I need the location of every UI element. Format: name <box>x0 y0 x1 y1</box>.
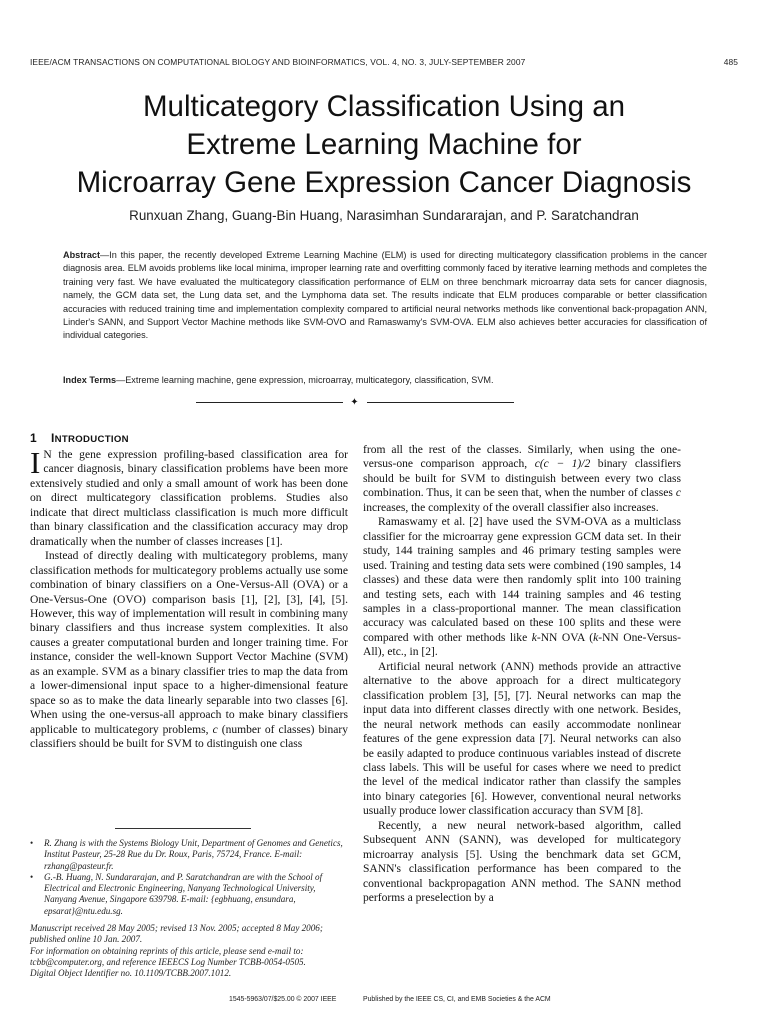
math-variable: c <box>212 723 218 736</box>
divider-line-right <box>367 402 514 403</box>
manuscript-info <box>30 923 350 979</box>
paragraph-text: (number of classes) binary classifiers should be built for SVM to distinguish one class <box>30 723 348 751</box>
footnotes <box>30 838 350 980</box>
section-heading <box>30 431 129 445</box>
paragraph-text: N the gene expression profiling-based classification area for cancer diagnosis, binary classification problems have been more extensively studied and only a small amount of work has been done on direct multicategory classification problems. Studies also indicate that direct multiclass classification is much more difficult than binary classification and the classification accuracy may drop dramatically when the number of classes increases [1]. <box>30 449 348 548</box>
paragraph-text: from all the rest of the classes. Similarly, when using the one-versus-one comparison approach, <box>363 444 681 471</box>
footnote-text: G.-B. Huang, N. Sundararajan, and P. Saratchandran are with the School of Electrical and Electronic Engineering, Nanyang Technological University, Nanyang Avenue, Singapore 639798. E-mail: {egbhuang, ensundara, epsarat}@ntu.edu.sg. <box>44 871 323 916</box>
index-terms-text: —Extreme learning machine, gene expression, microarray, multicategory, classification, SVM. <box>116 375 494 385</box>
left-column <box>30 445 348 752</box>
copyright-line: 1545-5963/07/$25.00 © 2007 IEEE <box>229 996 337 1003</box>
footnote-rule <box>115 828 251 829</box>
title-line: Microarray Gene Expression Cancer Diagnosis <box>76 166 692 199</box>
paper-title <box>0 88 768 202</box>
title-line: Extreme Learning Machine for <box>186 128 582 161</box>
drop-cap: I <box>30 445 41 480</box>
paragraph <box>30 445 348 549</box>
paragraph <box>363 515 681 660</box>
paragraph: Recently, a new neural network-based algorithm, called Subsequent ANN (SANN), was developed for multicategory microarray analysis [5]. Using the benchmark data set GCM, SANN's classification performance has been compared to the conventional backpropagation ANN method. The SANN method performs a preselection by a <box>363 819 681 905</box>
page-number: 485 <box>723 57 738 67</box>
reprint-info: For information on obtaining reprints of this article, please send e-mail to: tcbb@computer.org, and reference IEEECS Log Number TCBB-0054-0505. <box>30 945 306 967</box>
bullet-icon: • <box>30 871 34 882</box>
bullet-icon: • <box>30 838 34 848</box>
footnote-item <box>30 838 350 872</box>
math-variable: k <box>531 631 537 644</box>
math-variable: c <box>675 487 681 500</box>
divider-line-left <box>196 402 343 403</box>
running-head <box>30 57 738 67</box>
math-variable: k <box>593 631 599 644</box>
abstract-text: —In this paper, the recently developed Extreme Learning Machine (ELM) is used for directing multicategory classification problems in the cancer diagnosis area. ELM avoids problems like local minima, improper learning rate and overfitting commonly faced by iterative learning methods and completes the training very fast. We have evaluated the multicategory classification performance of ELM on three benchmark microarray data sets for cancer diagnosis, namely, the GCM data set, the Lung data set, and the Lymphoma data set. The results indicate that ELM produces comparable or better classification accuracies with reduced training time and implementation complexity compared to artificial neural networks methods like conventional back-propagation ANN, Linder's SANN, and Support Vector Machine methods like SVM-OVO and Ramaswamy's SVM-OVA. ELM also achieves better accuracies for classification of individual categories. <box>63 250 707 341</box>
paragraph-text: Instead of directly dealing with multicategory problems, many classification methods for multicategory problems actually use some combination of binary classifiers on a One-Versus-All (OVA) or a One-Versus-One (OVO) comparison basis [1], [2], [3], [4], [5]. However, this way of implementation will result in combining many binary classifiers and thus increase system complexities. It also causes a greater computational burden and longer training time. For instance, consider the well-known Support Vector Machine (SVM) as an example. SVM as a binary classifier tries to map the data from a lower-dimensional input space to a higher-dimensional feature space so as to make the data linearly separable into two classes [6]. When using the one-versus-all approach to make binary classifiers applicable to multicategory problems, <box>30 550 348 736</box>
abstract-label: Abstract <box>63 250 101 260</box>
section-title-rest: NTRODUCTION <box>54 434 129 445</box>
paragraph-text: Ramaswamy et al. [2] have used the SVM-OVA as a multiclass classifier for the microarray gene expression GCM data set. In their study, 144 training samples and 46 primary testing samples were used. Training and testing data sets were combined (190 samples, 14 classes) and these data were then randomly split into 100 training and testing sets, each with 144 training samples and 46 testing samples in a class-proportional manner. The mean classification accuracy was calculated based on these 100 splits and these were compared with other methods like <box>363 516 681 644</box>
section-number: 1 <box>30 431 37 445</box>
paragraph-text: binary classifiers should be built for SVM to distinguish between every two class combination. Thus, it can be seen that, when the number of classes <box>363 458 681 500</box>
paragraph <box>363 443 681 515</box>
section-divider <box>196 396 514 408</box>
index-terms <box>63 375 707 385</box>
paragraph: Artificial neural network (ANN) methods provide an attractive alternative to the above approach for a direct multicategory classification problem [3], [5], [7]. Neural networks can map the input data into different classes directly with one network. Besides, the neural network methods can easily accommodate nonlinear features of the gene expression data [7]. Neural networks can also be easily adapted to produce continuous variables instead of discrete class labels. This will be useful for cases where we need to predict the level of the medical indicator rather than classify the samples into binary categories [6]. However, conventional neural networks usually produce lower classification accuracy than SVM [8]. <box>363 660 681 818</box>
index-terms-label: Index Terms <box>63 375 117 385</box>
paragraph-text: increases, the complexity of the overall classifier also increases. <box>363 501 659 514</box>
right-column <box>363 443 681 906</box>
publisher-line: Published by the IEEE CS, CI, and EMB Societies & the ACM <box>363 996 551 1003</box>
paragraph-text: -NN One-Versus-All), etc., in [2]. <box>363 631 681 659</box>
paragraph <box>30 549 348 751</box>
footnote-text: R. Zhang is with the Systems Biology Unit, Department of Genomes and Genetics, Institut Pasteur, 25-28 Rue du Dr. Roux, Paris, 75724, France. E-mail: rzhang@pasteur.fr. <box>44 838 343 871</box>
title-line: Multicategory Classification Using an <box>142 90 626 123</box>
doi: Digital Object Identifier no. 10.1109/TCBB.2007.1012. <box>30 968 232 979</box>
footnote-item <box>30 872 350 917</box>
manuscript-dates: Manuscript received 28 May 2005; revised 13 Nov. 2005; accepted 8 May 2006; published online 10 Jan. 2007. <box>30 923 323 945</box>
paragraph-text: -NN OVA ( <box>536 631 594 644</box>
author-list: Runxuan Zhang, Guang-Bin Huang, Narasimhan Sundararajan, and P. Saratchandran <box>129 208 639 223</box>
abstract <box>63 249 707 343</box>
journal-name: IEEE/ACM TRANSACTIONS ON COMPUTATIONAL BIOLOGY AND BIOINFORMATICS, VOL. 4, NO. 3, JULY-SEPTEMBER 2007 <box>30 57 526 67</box>
section-title-initial: I <box>50 431 55 445</box>
math-formula: c(c − 1)/2 <box>534 458 591 471</box>
diamond-icon: ✦ <box>350 397 359 408</box>
